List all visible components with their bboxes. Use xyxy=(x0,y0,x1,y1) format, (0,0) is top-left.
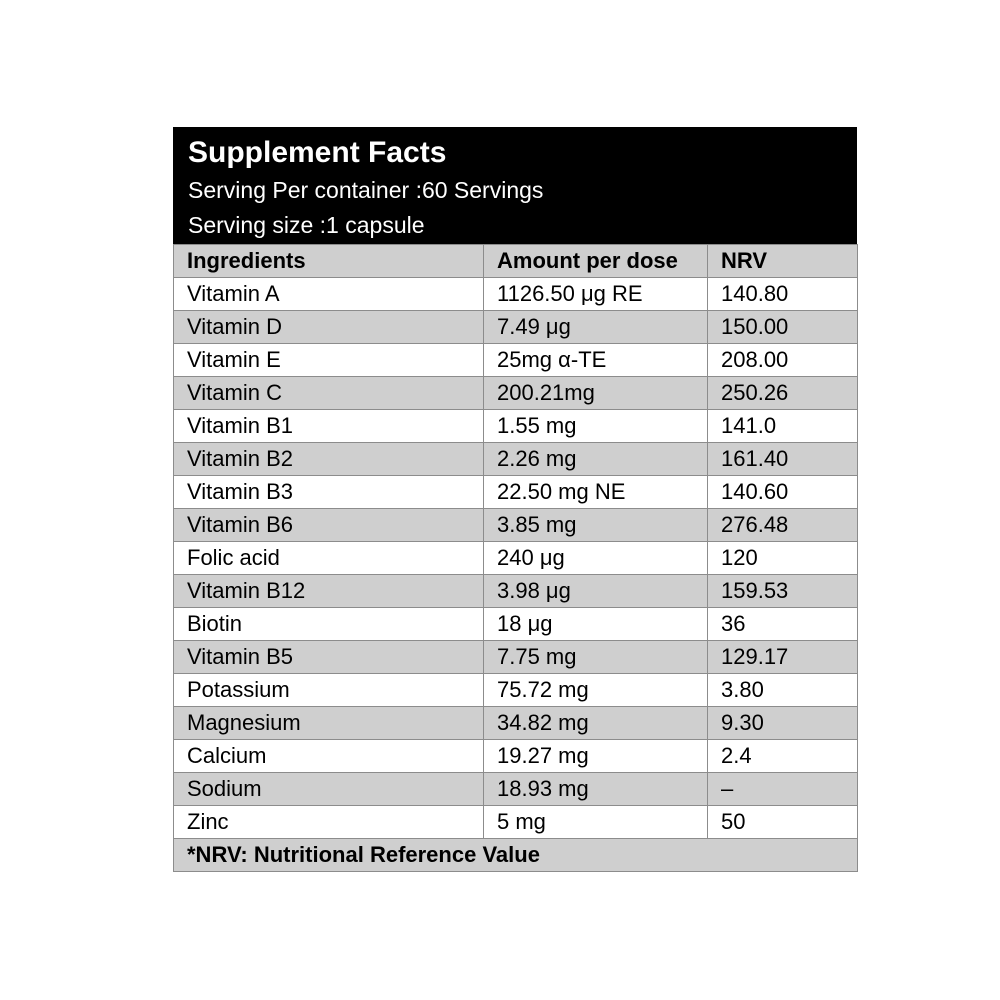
nutrient-rows xyxy=(174,278,858,839)
ingredient-name: Vitamin A xyxy=(174,278,484,311)
ingredient-name: Vitamin B12 xyxy=(174,575,484,608)
nrv-value: 3.80 xyxy=(708,674,858,707)
amount-per-dose: 34.82 mg xyxy=(484,707,708,740)
amount-per-dose: 22.50 mg NE xyxy=(484,476,708,509)
table-row xyxy=(174,443,858,476)
table-row xyxy=(174,476,858,509)
column-header-amount: Amount per dose xyxy=(484,245,708,278)
ingredient-name: Biotin xyxy=(174,608,484,641)
table-row xyxy=(174,509,858,542)
ingredient-name: Zinc xyxy=(174,806,484,839)
page-title: Supplement Facts xyxy=(188,136,447,169)
nutrient-table xyxy=(173,244,858,872)
nrv-value: 140.60 xyxy=(708,476,858,509)
ingredient-name: Vitamin B2 xyxy=(174,443,484,476)
table-row xyxy=(174,278,858,311)
amount-per-dose: 3.85 mg xyxy=(484,509,708,542)
table-row xyxy=(174,542,858,575)
amount-per-dose: 1.55 mg xyxy=(484,410,708,443)
serving-size: Serving size :1 capsule xyxy=(188,212,425,238)
amount-per-dose: 18.93 mg xyxy=(484,773,708,806)
amount-per-dose: 240 μg xyxy=(484,542,708,575)
ingredient-name: Vitamin B3 xyxy=(174,476,484,509)
table-row xyxy=(174,311,858,344)
nrv-value: 50 xyxy=(708,806,858,839)
table-row xyxy=(174,344,858,377)
amount-per-dose: 25mg α-TE xyxy=(484,344,708,377)
table-row xyxy=(174,674,858,707)
ingredient-name: Potassium xyxy=(174,674,484,707)
amount-per-dose: 18 μg xyxy=(484,608,708,641)
supplement-facts-panel xyxy=(173,127,857,872)
nrv-value: 9.30 xyxy=(708,707,858,740)
nrv-value: – xyxy=(708,773,858,806)
amount-per-dose: 3.98 μg xyxy=(484,575,708,608)
servings-per-container: Serving Per container :60 Servings xyxy=(188,177,544,203)
nrv-value: 120 xyxy=(708,542,858,575)
amount-per-dose: 5 mg xyxy=(484,806,708,839)
ingredient-name: Vitamin C xyxy=(174,377,484,410)
nrv-value: 150.00 xyxy=(708,311,858,344)
ingredient-name: Vitamin B5 xyxy=(174,641,484,674)
nrv-value: 140.80 xyxy=(708,278,858,311)
table-header-row xyxy=(174,245,858,278)
nrv-value: 36 xyxy=(708,608,858,641)
nrv-value: 161.40 xyxy=(708,443,858,476)
ingredient-name: Vitamin E xyxy=(174,344,484,377)
nrv-value: 250.26 xyxy=(708,377,858,410)
nrv-value: 159.53 xyxy=(708,575,858,608)
table-row xyxy=(174,575,858,608)
amount-per-dose: 7.49 μg xyxy=(484,311,708,344)
nrv-value: 276.48 xyxy=(708,509,858,542)
amount-per-dose: 75.72 mg xyxy=(484,674,708,707)
supplement-facts-header xyxy=(173,127,857,244)
column-header-nrv: NRV xyxy=(708,245,858,278)
ingredient-name: Vitamin B6 xyxy=(174,509,484,542)
ingredient-name: Vitamin B1 xyxy=(174,410,484,443)
nrv-value: 208.00 xyxy=(708,344,858,377)
table-row xyxy=(174,707,858,740)
nrv-footnote: *NRV: Nutritional Reference Value xyxy=(174,839,858,872)
amount-per-dose: 200.21mg xyxy=(484,377,708,410)
table-row xyxy=(174,641,858,674)
footnote-row xyxy=(174,839,858,872)
table-row xyxy=(174,608,858,641)
nrv-value: 2.4 xyxy=(708,740,858,773)
amount-per-dose: 19.27 mg xyxy=(484,740,708,773)
ingredient-name: Sodium xyxy=(174,773,484,806)
ingredient-name: Folic acid xyxy=(174,542,484,575)
amount-per-dose: 1126.50 μg RE xyxy=(484,278,708,311)
amount-per-dose: 2.26 mg xyxy=(484,443,708,476)
table-row xyxy=(174,806,858,839)
table-row xyxy=(174,773,858,806)
nrv-value: 141.0 xyxy=(708,410,858,443)
table-row xyxy=(174,377,858,410)
ingredient-name: Magnesium xyxy=(174,707,484,740)
column-header-ingredients: Ingredients xyxy=(174,245,484,278)
ingredient-name: Vitamin D xyxy=(174,311,484,344)
nrv-value: 129.17 xyxy=(708,641,858,674)
table-row xyxy=(174,740,858,773)
table-row xyxy=(174,410,858,443)
ingredient-name: Calcium xyxy=(174,740,484,773)
amount-per-dose: 7.75 mg xyxy=(484,641,708,674)
